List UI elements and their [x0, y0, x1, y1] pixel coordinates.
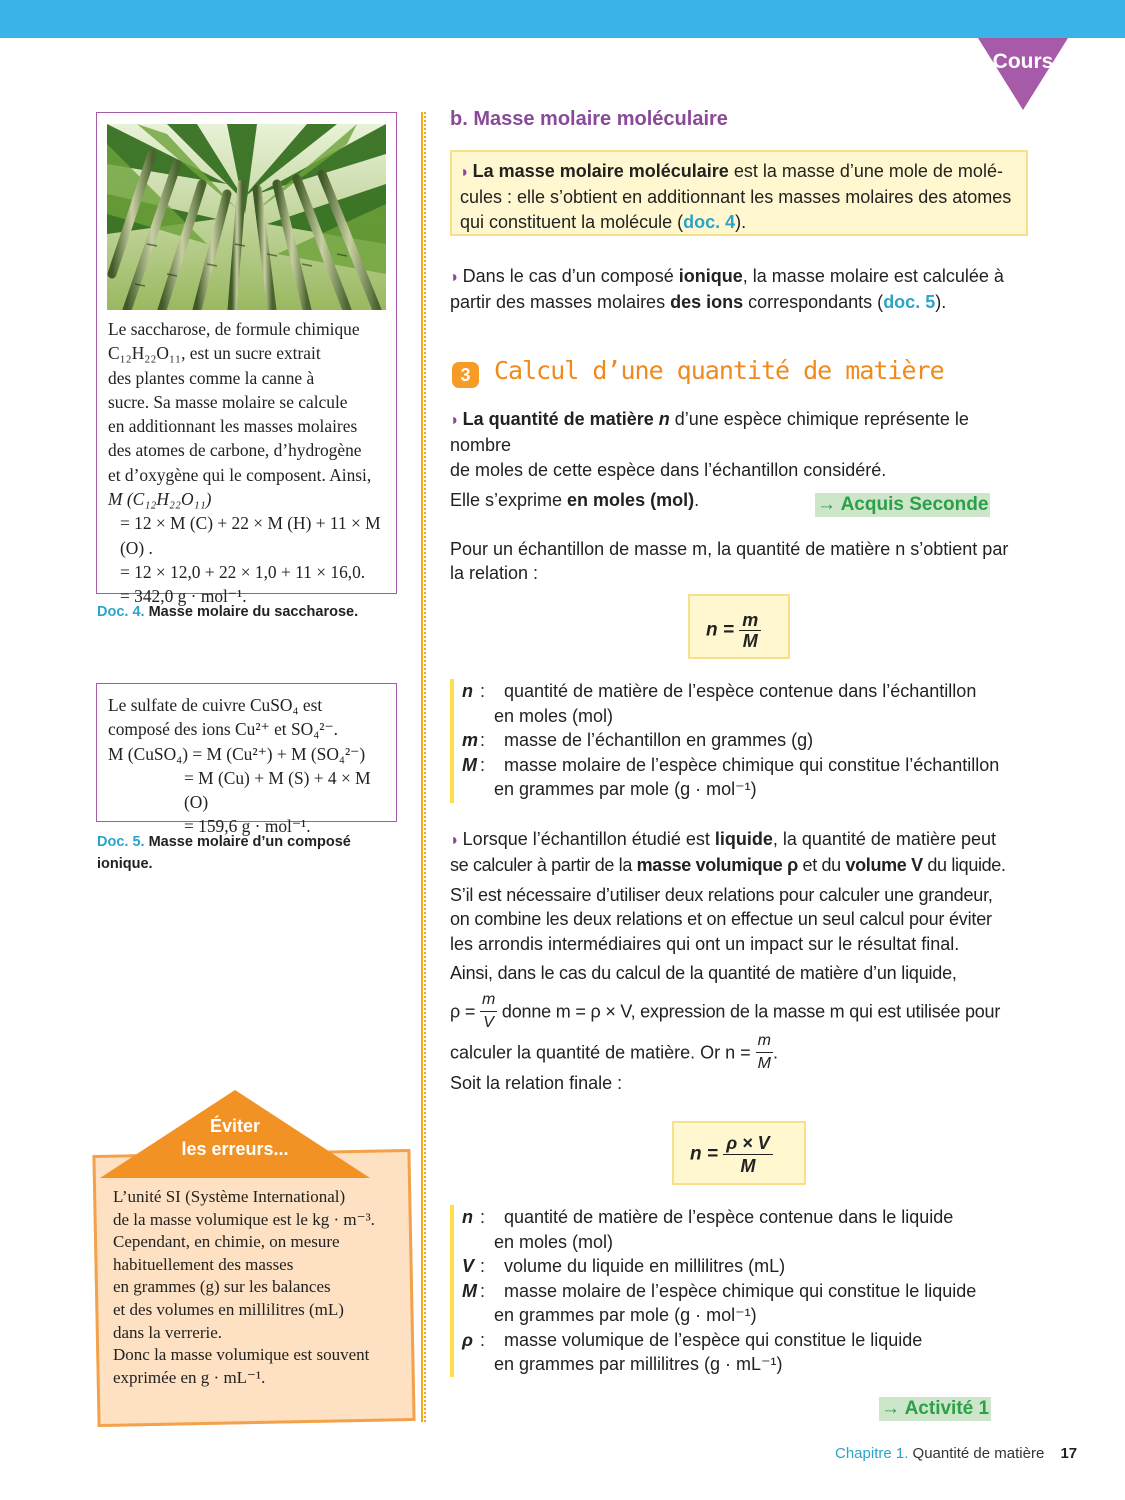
- doc5-text: [108, 693, 393, 839]
- legend2-row: [462, 1205, 976, 1230]
- legend2-text: masse molaire de l’espèce chimique qui constitue le liquide: [504, 1280, 977, 1301]
- legend-1: [450, 679, 999, 803]
- ionic-bold: ionique: [678, 266, 743, 286]
- ionic-line2-post: ).: [935, 292, 947, 313]
- legend1-key: m: [462, 730, 479, 750]
- qty-line2: de moles de cette espèce dans l’échantillon considéré.: [450, 459, 887, 480]
- legend2-sep: :: [480, 1256, 486, 1276]
- relation-text: [450, 537, 1030, 586]
- formula1-num: m: [739, 610, 761, 631]
- section-b-title: b. Masse molaire moléculaire: [450, 108, 728, 130]
- legend2-row-cont: en grammes par millilitres (g · mL⁻¹): [494, 1354, 783, 1374]
- legend2-key: ρ: [462, 1329, 473, 1350]
- doc5-line: = 159,6 g · mol⁻¹.: [184, 816, 311, 837]
- combine-line: on combine les deux relations et on effectue un seul calcul pour éviter: [450, 909, 992, 930]
- bullet-icon: ◗: [450, 412, 460, 429]
- legend1-row: [462, 753, 999, 778]
- formula1-lhs: n =: [706, 619, 734, 641]
- formula2-num: ρ × V: [723, 1132, 772, 1155]
- calc-line: [450, 1030, 1030, 1075]
- ainsi-line: Ainsi, dans le cas du calcul de la quantité de matière d’un liquide,: [450, 963, 957, 984]
- legend-2: [450, 1205, 976, 1377]
- doc4-caption-text: Masse molaire du saccharose.: [148, 604, 359, 620]
- ionic-line2-mid: correspondants (: [743, 292, 884, 313]
- legend1-key: n: [462, 681, 473, 701]
- page-footer: [835, 1445, 1077, 1462]
- rho-rest: donne m = ρ × V, expression de la masse m qui est utilisée pour: [497, 1001, 1001, 1022]
- liquid-line2-mid: et du: [797, 855, 846, 876]
- doc4-line: = 12 × 12,0 + 22 × 1,0 + 11 × 16,0.: [120, 561, 366, 582]
- legend1-row-cont: en grammes par mole (g · mol⁻¹): [494, 779, 757, 799]
- warning-line: en grammes (g) sur les balances: [113, 1277, 331, 1297]
- legend2-text: masse volumique de l’espèce qui constitue le liquide: [504, 1329, 923, 1350]
- legend1-sep: :: [480, 681, 486, 701]
- liquid-pre: Lorsque l’échantillon étudié est: [462, 829, 715, 849]
- column-separator: [421, 112, 426, 1422]
- calc-num: m: [756, 1030, 773, 1053]
- section-3-title: Calcul d’une quantité de matière: [494, 356, 944, 385]
- rho-num: m: [480, 989, 497, 1012]
- legend2-row: [462, 1254, 976, 1279]
- def-line3-pre: qui constituent la molécule (: [460, 211, 684, 232]
- qty-bold: La quantité de matière: [462, 409, 654, 429]
- warning-title-line2: les erreurs...: [181, 1139, 289, 1159]
- calc-post: .: [773, 1042, 779, 1063]
- qty-var: n: [658, 409, 670, 429]
- def-rest: est la masse d’une mole de molé-: [728, 161, 1003, 181]
- legend1-row-cont: en moles (mol): [494, 705, 614, 726]
- section-number-badge: 3: [452, 362, 479, 388]
- ionic-bold2: des ions: [670, 292, 744, 313]
- doc4-line: sucre. Sa masse molaire se calcule: [108, 391, 348, 412]
- unit-post: .: [694, 490, 700, 511]
- doc5-caption-num: Doc. 5.: [97, 834, 145, 850]
- formula1-den: M: [742, 631, 758, 651]
- formula-n-rho-V-M: [672, 1121, 806, 1185]
- combine-line: les arrondis intermédiaires qui ont un impact sur le résultat final.: [450, 933, 960, 954]
- acquis-seconde-link[interactable]: → Acquis Seconde: [817, 494, 989, 515]
- bullet-icon: ◗: [450, 832, 460, 849]
- relation-line1: Pour un échantillon de masse m, la quantité de matière n s’obtient par: [450, 539, 1009, 559]
- sugarcane-photo: [107, 124, 386, 310]
- legend1-row: [462, 679, 999, 704]
- warning-line: Cependant, en chimie, on mesure: [113, 1232, 340, 1252]
- doc4-box: [96, 112, 397, 607]
- unit-pre: Elle s’exprime: [450, 490, 568, 511]
- relation-line2: la relation :: [450, 563, 539, 584]
- doc4-line: = 342,0 g · mol⁻¹.: [120, 586, 247, 607]
- legend2-row-cont: en moles (mol): [494, 1231, 614, 1252]
- cours-label: Cours: [992, 50, 1054, 73]
- legend1-sep: :: [480, 730, 486, 750]
- legend2-sep: :: [480, 1280, 486, 1301]
- doc4-text: [108, 317, 393, 609]
- doc4-link[interactable]: doc. 4: [683, 211, 736, 232]
- ionic-pre: Dans le cas d’un composé: [462, 266, 679, 286]
- legend2-text: quantité de matière de l’espèce contenue dans le liquide: [504, 1207, 954, 1227]
- liquid-bold2: masse volumique ρ: [636, 855, 798, 876]
- doc4-caption: [97, 604, 358, 620]
- rho-lhs: ρ =: [450, 1001, 476, 1022]
- warning-line: dans la verrerie.: [113, 1322, 223, 1342]
- formula2-den: M: [740, 1156, 756, 1176]
- warning-line: de la masse volumique est le kg · m⁻³.: [113, 1209, 375, 1229]
- doc4-line: des plantes comme la canne à: [108, 367, 315, 388]
- doc5-link[interactable]: doc. 5: [883, 292, 936, 313]
- calc-den: M: [757, 1055, 771, 1072]
- doc5-line: = M (Cu) + M (S) + 4 × M (O): [184, 767, 371, 813]
- liquid-bold: liquide: [714, 829, 773, 849]
- warning-title-line1: Éviter: [209, 1116, 261, 1136]
- rho-den: V: [483, 1014, 494, 1031]
- doc5-box: [96, 683, 397, 837]
- ionic-paragraph: [450, 264, 1030, 315]
- page-number: 17: [1060, 1445, 1078, 1462]
- legend2-sep: :: [480, 1207, 486, 1227]
- liquid-line2-pre: se calculer à partir de la: [450, 855, 637, 876]
- calc-pre: calculer la quantité de matière. Or n =: [450, 1042, 751, 1063]
- doc4-line: M (C₁₂H₂₂O₁₁): [108, 489, 212, 510]
- legend2-text: volume du liquide en millilitres (mL): [504, 1256, 786, 1276]
- legend1-text: masse molaire de l’espèce chimique qui constitue l’échantillon: [504, 754, 1000, 775]
- ionic-mid: , la masse molaire est calculée à: [742, 266, 1004, 286]
- liquid-bold3: volume V: [845, 855, 923, 876]
- liquid-post: , la quantité de matière peut: [772, 829, 996, 849]
- legend2-sep: :: [480, 1329, 486, 1350]
- legend1-key: M: [462, 754, 477, 775]
- warning-line: et des volumes en millilitres (mL): [113, 1299, 344, 1319]
- ionic-line2-pre: partir des masses molaires: [450, 292, 671, 313]
- def-bold: La masse molaire moléculaire: [472, 161, 729, 181]
- warning-line: Donc la masse volumique est souvent: [113, 1345, 370, 1365]
- legend1-sep: :: [480, 754, 486, 775]
- legend2-key: M: [462, 1280, 477, 1301]
- legend1-text: masse de l’échantillon en grammes (g): [504, 730, 814, 750]
- definition-text: [460, 159, 1026, 234]
- formula2-lhs: n =: [690, 1143, 718, 1165]
- legend2-row: [462, 1279, 976, 1304]
- footer-chapter: Chapitre 1.: [835, 1445, 909, 1462]
- formula-n-m-M: [688, 594, 790, 659]
- doc5-caption-text: Masse molaire d’un composé ionique.: [97, 834, 351, 872]
- warning-text: [113, 1186, 383, 1389]
- liquid-line2-post: du liquide.: [922, 855, 1006, 876]
- doc4-line: = 12 × M (C) + 22 × M (H) + 11 × M (O) .: [120, 513, 381, 558]
- doc4-line: des atomes de carbone, d’hydrogène: [108, 440, 362, 461]
- top-banner: [0, 0, 1125, 38]
- cours-badge: [978, 38, 1068, 110]
- warning-line: L’unité SI (Système International): [113, 1187, 346, 1206]
- soit-line: Soit la relation finale :: [450, 1073, 623, 1093]
- doc4-line: C₁₂H₂₂O₁₁, est un sucre extrait: [108, 343, 321, 364]
- unit-bold: en moles (mol): [567, 490, 695, 511]
- legend1-text: quantité de matière de l’espèce contenue dans l’échantillon: [504, 681, 977, 701]
- doc4-caption-num: Doc. 4.: [97, 604, 145, 620]
- doc5-caption: [97, 831, 387, 875]
- warning-line: exprimée en g · mL⁻¹.: [113, 1367, 266, 1387]
- rho-line: [450, 989, 1032, 1034]
- def-line3-post: ).: [735, 211, 747, 232]
- qty-rest: d’une espèce chimique représente le nombre: [450, 409, 969, 456]
- doc4-line: et d’oxygène qui le composent. Ainsi,: [108, 464, 372, 485]
- legend2-row-cont: en grammes par mole (g · mol⁻¹): [494, 1305, 757, 1325]
- doc5-line: composé des ions Cu²⁺ et SO₄²⁻.: [108, 719, 339, 740]
- doc4-line: en additionnant les masses molaires: [108, 416, 358, 437]
- warning-title: [160, 1115, 310, 1161]
- legend2-row: [462, 1328, 976, 1353]
- footer-title: Quantité de matière: [912, 1445, 1045, 1462]
- legend1-row: [462, 728, 999, 753]
- doc5-line: M (CuSO₄) = M (Cu²⁺) + M (SO₄²⁻): [108, 743, 366, 764]
- bullet-icon: ◗: [460, 164, 470, 181]
- activite-1-link[interactable]: → Activité 1: [881, 1398, 990, 1419]
- legend2-key: n: [462, 1207, 473, 1227]
- combine-line: S’il est nécessaire d’utiliser deux relations pour calculer une grandeur,: [450, 884, 993, 905]
- doc4-line: Le saccharose, de formule chimique: [108, 319, 360, 339]
- doc5-line: Le sulfate de cuivre CuSO₄ est: [108, 695, 323, 715]
- bullet-icon: ◗: [450, 269, 460, 286]
- def-line2: cules : elle s’obtient en additionnant les masses molaires des atomes: [460, 187, 1012, 208]
- legend2-key: V: [462, 1256, 475, 1276]
- warning-line: habituellement des masses: [113, 1254, 294, 1274]
- liquid-paragraph: [450, 827, 1030, 985]
